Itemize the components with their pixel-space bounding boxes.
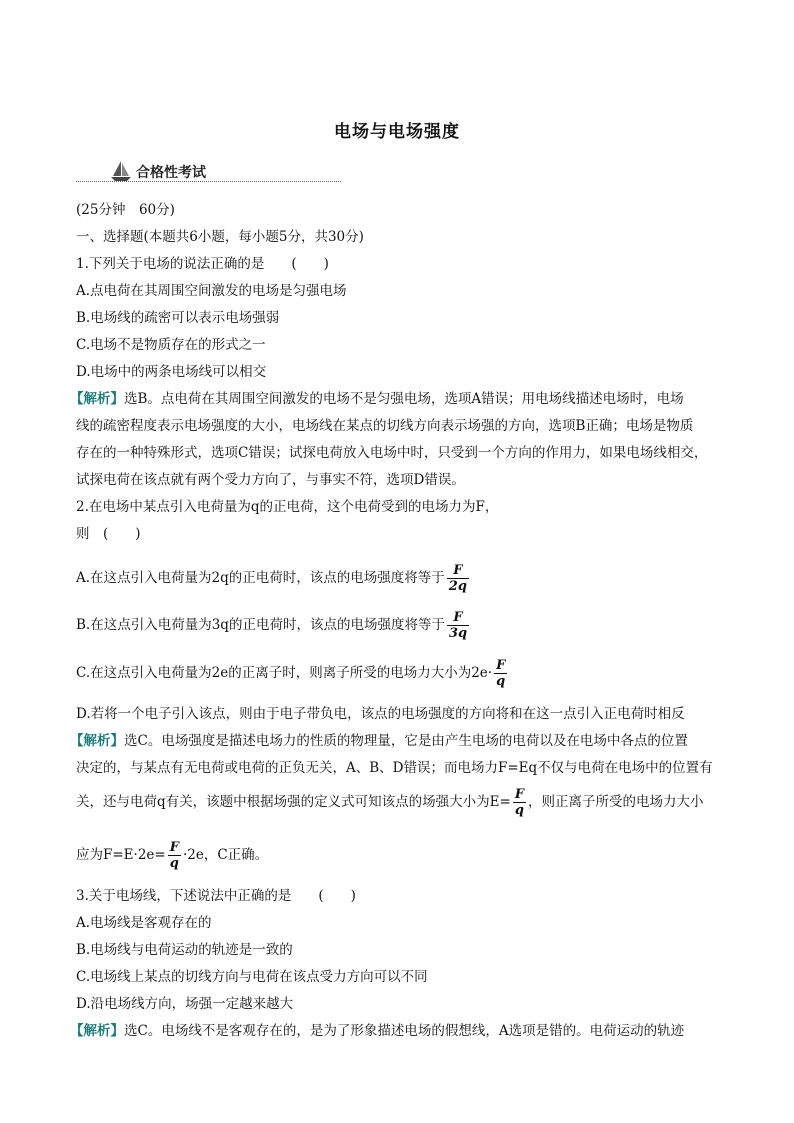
q1-option-c: C.电场不是物质存在的形式之一: [76, 337, 266, 353]
fraction: $\frac{F}{q}$: [496, 658, 506, 689]
q1-option-a: A.点电荷在其周围空间激发的电场是匀强电场: [76, 283, 347, 299]
q2-analysis-tag: 【解析】: [70, 733, 124, 749]
fraction: $\frac{F}{2q}$: [448, 563, 467, 594]
q2-option-a: [76, 561, 734, 595]
q3-stem: 3.关于电场线，下述说法中正确的是 ( ): [76, 888, 356, 904]
part-heading: 一、选择题(本题共6小题，每小题5分，共30分): [76, 229, 364, 245]
q3-option-b: B.电场线与电荷运动的轨迹是一致的: [76, 942, 293, 958]
q1-analysis-text1: 选B。点电荷在其周围空间激发的电场不是匀强电场，选项A错误；用电场线描述电场时，电场: [124, 391, 684, 407]
q2-analysis-line3: 关，还与电荷q有关，该题中根据场强的定义式可知该点的场强大小为E= $\frac{F}{q}$ ，则正离子所受的电场力大小: [76, 787, 704, 818]
section-divider: [76, 181, 341, 182]
q3-option-d: D.沿电场线方向，场强一定越来越大: [76, 996, 294, 1012]
q2-option-c: [76, 656, 734, 690]
fraction: $\frac{F}{q}$: [514, 787, 525, 818]
q3-analysis-text1: 选C。电场线不是客观存在的，是为了形象描述电场的假想线，A选项是错的。电荷运动的轨迹: [124, 1023, 685, 1039]
q1-stem: 1.下列关于电场的说法正确的是 ( ): [76, 256, 329, 272]
q2-analysis-line4: 应为F=E·2e= $\frac{F}{q}$ ·2e，C正确。: [76, 840, 269, 871]
q2-stem-line2: 则 ( ): [76, 526, 141, 542]
q2-option-b: [76, 608, 734, 642]
q1-analysis-line1: [70, 389, 734, 409]
q2-analysis-line1: [70, 731, 734, 751]
q2-option-b-text: B.在这点引入电荷量为3q的正电荷时，该点的电场强度将等于: [76, 617, 445, 633]
q1-analysis-line4: 试探电荷在该点就有两个受力方向了，与事实不符，选项D错误。: [76, 472, 465, 488]
section-header: [76, 160, 341, 184]
q2-stem-line1: 2.在电场中某点引入电荷量为q的正电荷，这个电荷受到的电场力为F，: [76, 499, 499, 515]
q2-analysis-line2: 决定的，与某点有无电荷或电荷的正负无关，A、B、D错误；而电场力F=Eq不仅与电荷在电场中的位置有: [76, 760, 713, 776]
q1-option-d: D.电场中的两条电场线可以相交: [76, 364, 267, 380]
q1-analysis-tag: 【解析】: [70, 391, 124, 407]
section-label: 合格性考试: [136, 165, 206, 181]
q1-option-b: B.电场线的疏密可以表示电场强弱: [76, 310, 280, 326]
page-title: 电场与电场强度: [334, 122, 460, 142]
sailboat-icon: [110, 160, 132, 182]
q3-option-a: A.电场线是客观存在的: [76, 915, 212, 931]
fraction: $\frac{F}{q}$: [169, 840, 179, 871]
q3-option-c: C.电场线上某点的切线方向与电荷在该点受力方向可以不同: [76, 969, 428, 985]
time-limit: (25分钟 60分): [76, 202, 175, 218]
q3-analysis-tag: 【解析】: [70, 1023, 124, 1039]
q2-option-d: D.若将一个电子引入该点，则由于电子带负电，该点的电场强度的方向将和在这一点引入正电荷时相反: [76, 706, 685, 722]
q2-option-a-text: A.在这点引入电荷量为2q的正电荷时，该点的电场强度将等于: [76, 570, 445, 586]
fraction: $\frac{F}{3q}$: [448, 610, 468, 641]
q1-analysis-line3: 存在的一种特殊形式，选项C错误；试探电荷放入电场中时，只受到一个方向的作用力，如果电场线相交，: [76, 445, 708, 461]
q2-option-c-text: C.在这点引入电荷量为2e的正离子时，则离子所受的电场力大小为2e·: [76, 665, 493, 681]
q3-analysis-line1: [70, 1021, 734, 1041]
q2-analysis-text1: 选C。电场强度是描述电场力的性质的物理量，它是由产生电场的电荷以及在电场中各点的位置: [124, 733, 688, 749]
q1-analysis-line2: 线的疏密程度表示电场强度的大小，电场线在某点的切线方向表示场强的方向，选项B正确；电场是物质: [76, 418, 694, 434]
